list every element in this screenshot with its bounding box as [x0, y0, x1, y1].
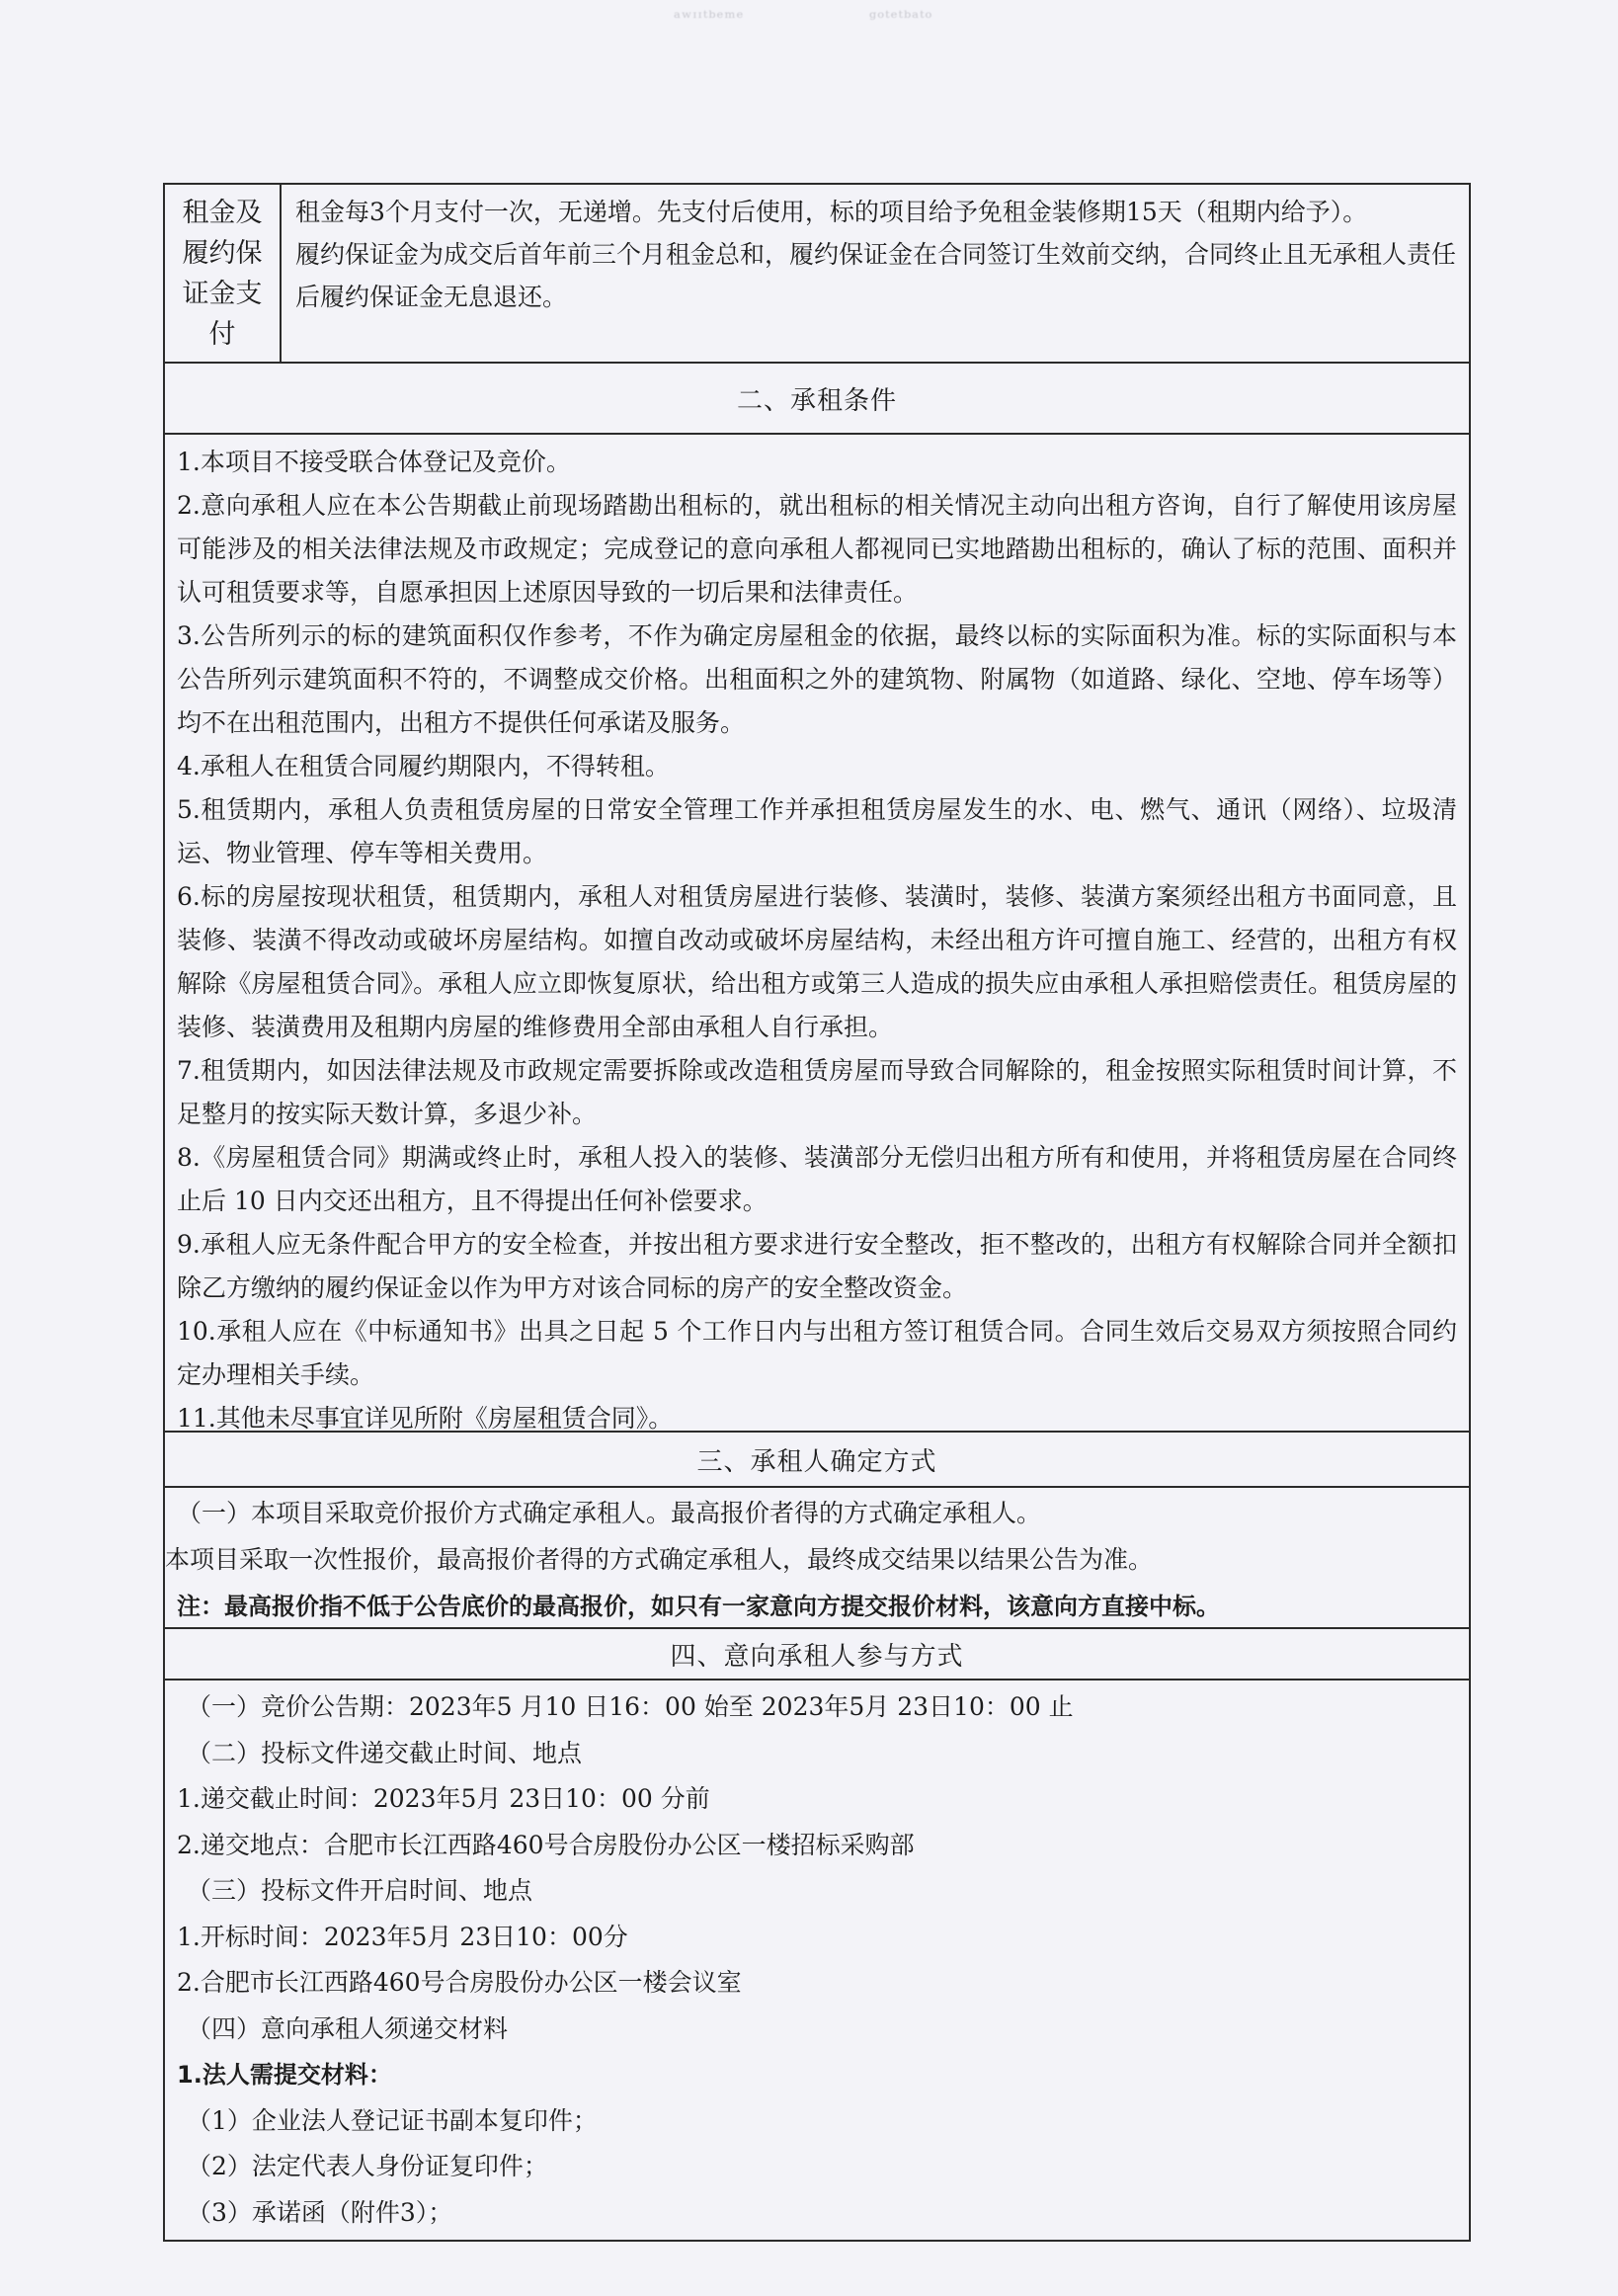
announcement-table: [163, 183, 1471, 2242]
section-2-heading: 二、承租条件: [165, 364, 1469, 435]
bidding-method-line: （一）本项目采取竞价报价方式确定承租人。最高报价者得的方式确定承租人。: [177, 1499, 1042, 1527]
submission-deadline-time: 1.递交截止时间：2023年5月 23日10：00 分前: [177, 1784, 710, 1813]
required-materials-heading: （四）意向承租人须递交材料: [187, 2013, 509, 2043]
condition-item: 5.租赁期内，承租人负责租赁房屋的日常安全管理工作并承担租赁房屋发生的水、电、燃气、通讯（网络）、垃圾清运、物业管理、停车等相关费用。: [177, 795, 1457, 867]
red-seal-stamp-edge: [1592, 622, 1618, 810]
section-4-heading: 四、意向承租人参与方式: [165, 1629, 1469, 1681]
condition-item: 9.承租人应无条件配合甲方的安全检查，并按出租方要求进行安全整改，拒不整改的，出租方有权解除合同并全额扣除乙方缴纳的履约保证金以作为甲方对该合同标的房产的安全整改资金。: [177, 1230, 1457, 1302]
bid-opening-location: 2.合肥市长江西路460号合房股份办公区一楼会议室: [177, 1968, 742, 1997]
scan-artifact-mark: ᵃʷᶦᶦᵗᵇᵉᵐᵉ: [674, 8, 745, 29]
material-item: （1）企业法人登记证书副本复印件；: [187, 2105, 598, 2135]
condition-item: 7.租赁期内，如因法律法规及市政规定需要拆除或改造租赁房屋而导致合同解除的，租金按照实际租赁时间计算，不足整月的按实际天数计算，多退少补。: [177, 1056, 1457, 1128]
condition-item: 10.承租人应在《中标通知书》出具之日起 5 个工作日内与出租方签订租赁合同。合同生效后交易双方须按照合同约定办理相关手续。: [177, 1317, 1457, 1389]
bid-opening-heading: （三）投标文件开启时间、地点: [187, 1876, 533, 1905]
condition-item: 4.承租人在租赁合同履约期限内，不得转租。: [177, 752, 670, 780]
one-time-quote-line: 本项目采取一次性报价，最高报价者得的方式确定承租人，最终成交结果以结果公告为准。: [165, 1545, 1154, 1574]
section-4-body: [165, 1681, 1469, 2240]
section-2-body: [165, 435, 1469, 1433]
bidding-period-line: （一）竞价公告期：2023年5 月10 日16：00 始至 2023年5月 23日10：00 止: [187, 1692, 1074, 1721]
condition-item: 3.公告所列示的标的建筑面积仅作参考，不作为确定房屋租金的依据，最终以标的实际面积为准。标的实际面积与本公告所列示建筑面积不符的，不调整成交价格。出租面积之外的建筑物、附属物（如道路、绿化、空地、停车场等）均不在出租范围内，出租方不提供任何承诺及服务。: [177, 621, 1457, 737]
condition-item: 11.其他未尽事宜详见所附《房屋租赁合同》。: [177, 1404, 674, 1433]
bid-opening-time: 1.开标时间：2023年5月 23日10：00分: [177, 1922, 628, 1951]
scan-artifact-mark: ᵍᵒᵗᵉᵗᵇᵃᵗᵒ: [869, 8, 933, 29]
highest-bid-note: 注：最高报价指不低于公告底价的最高报价，如只有一家意向方提交报价材料，该意向方直接中标。: [177, 1593, 1220, 1620]
material-item: （2）法定代表人身份证复印件；: [187, 2152, 548, 2180]
section-3-body: [165, 1488, 1469, 1629]
payment-terms-row: [165, 185, 1469, 364]
material-item: （3）承诺函（附件3）；: [187, 2197, 453, 2227]
condition-item: 6.标的房屋按现状租赁，租赁期内，承租人对租赁房屋进行装修、装潢时，装修、装潢方案须经出租方书面同意，且装修、装潢不得改动或破坏房屋结构。如擅自改动或破坏房屋结构，未经出租方许可擅自施工、经营的，出租方有权解除《房屋租赁合同》。承租人应立即恢复原状，给出租方或第三人造成的损失应由承租人承担赔偿责任。租赁房屋的装修、装潢费用及租期内房屋的维修费用全部由承租人自行承担。: [177, 882, 1457, 1041]
submission-location: 2.递交地点：合肥市长江西路460号合房股份办公区一楼招标采购部: [177, 1830, 915, 1859]
condition-item: 8.《房屋租赁合同》期满或终止时，承租人投入的装修、装潢部分无偿归出租方所有和使用，并将租赁房屋在合同终止后 10 日内交还出租方，且不得提出任何补偿要求。: [177, 1143, 1457, 1215]
section-3-heading: 三、承租人确定方式: [165, 1433, 1469, 1488]
submission-deadline-heading: （二）投标文件递交截止时间、地点: [187, 1738, 583, 1767]
condition-item: 2.意向承租人应在本公告期截止前现场踏勘出租标的，就出租标的相关情况主动向出租方咨询，自行了解使用该房屋可能涉及的相关法律法规及市政规定；完成登记的意向承租人都视同已实地踏勘出租标的，确认了标的范围、面积并认可租赁要求等，自愿承担因上述原因导致的一切后果和法律责任。: [177, 491, 1457, 607]
payment-terms-label: 租金及履约保证金支付: [165, 185, 282, 362]
payment-terms-content: [282, 185, 1469, 362]
rent-payment-paragraph: 租金每3个月支付一次，无递增。先支付后使用，标的项目给予免租金装修期15天（租期内给予）。: [295, 198, 1368, 226]
legal-entity-materials-title: 1.法人需提交材料：: [177, 2061, 392, 2089]
deposit-paragraph: 履约保证金为成交后首年前三个月租金总和，履约保证金在合同签订生效前交纳，合同终止且无承租人责任后履约保证金无息退还。: [295, 240, 1457, 311]
condition-item: 1.本项目不接受联合体登记及竞价。: [177, 448, 571, 476]
